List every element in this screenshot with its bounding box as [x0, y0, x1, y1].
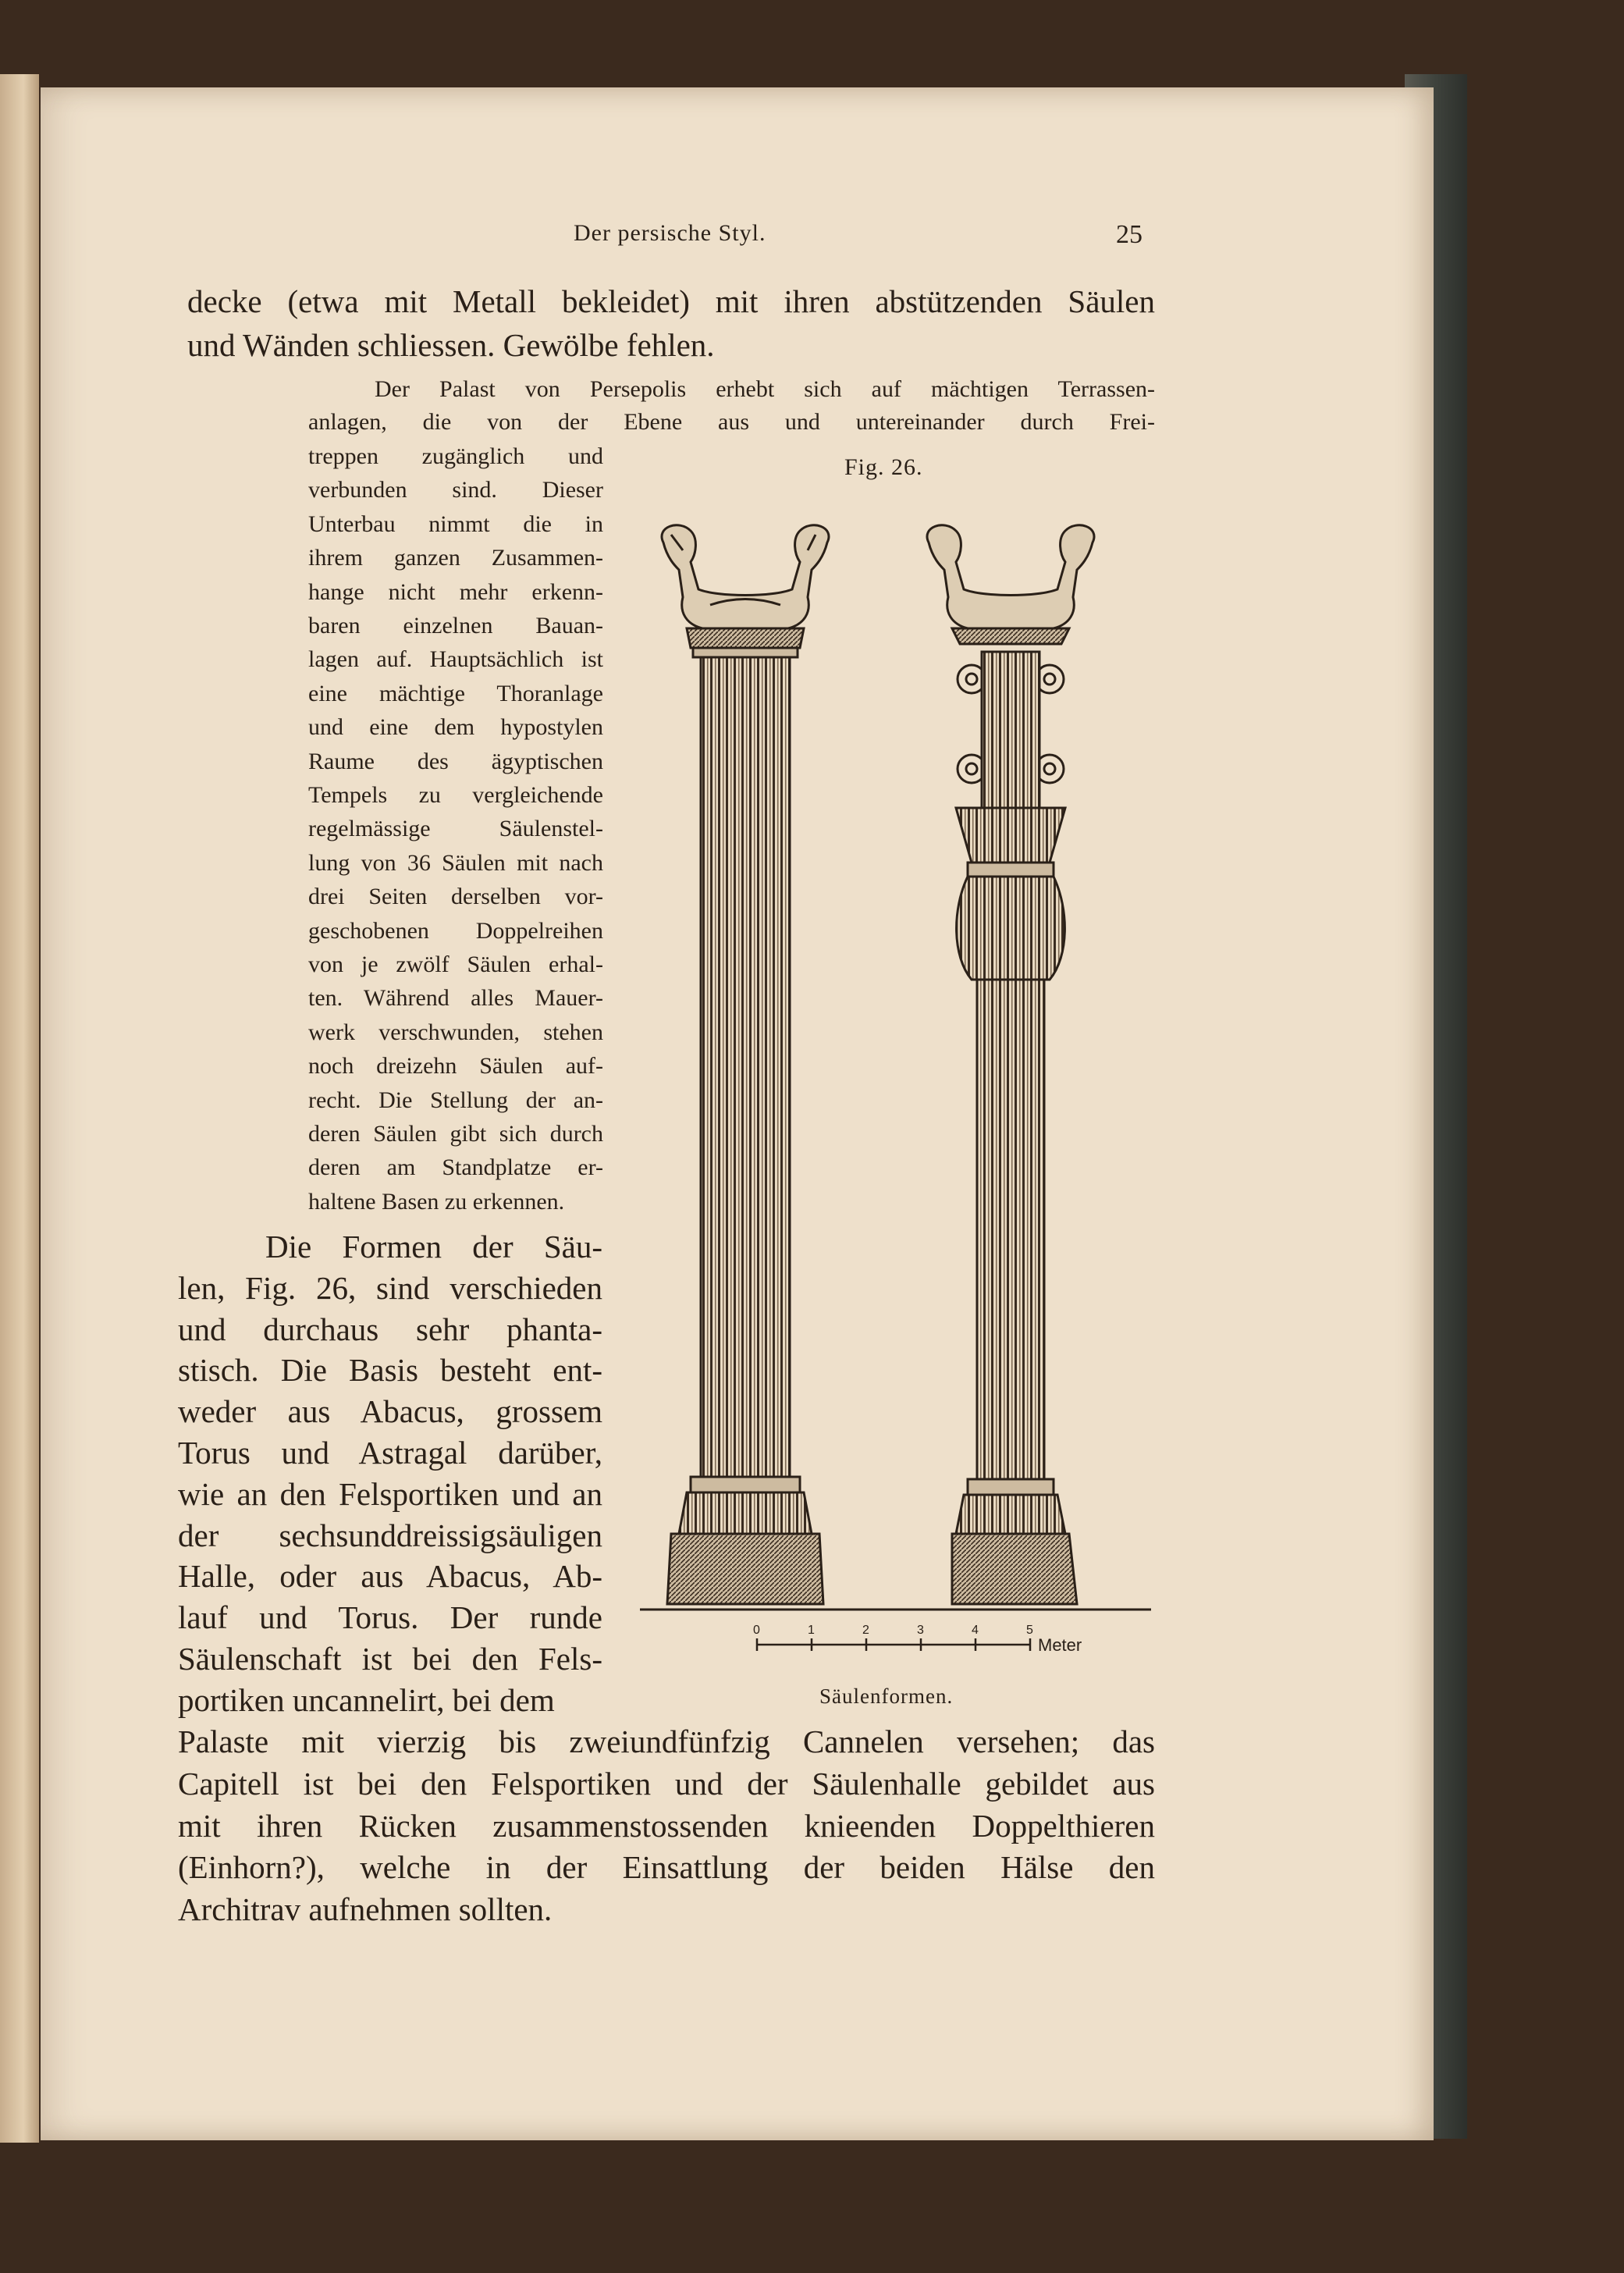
scale-unit: Meter	[1038, 1635, 1082, 1655]
right-column	[927, 525, 1094, 1604]
small-text-line: verbunden sind. Dieser	[308, 477, 603, 503]
text-line: Capitell ist bei den Felsportiken und der Säulenhalle gebildet aus	[178, 1765, 1155, 1802]
small-text-line: Unterbau nimmt die in	[308, 510, 603, 537]
text-line: stisch. Die Basis besteht ent-	[178, 1352, 602, 1389]
small-text-line: werk verschwunden, stehen	[308, 1019, 603, 1045]
small-text-line: Der Palast von Persepolis erhebt sich auf mächtigen Terrassen-	[375, 376, 1155, 402]
small-text-line: lagen auf. Hauptsächlich ist	[308, 646, 603, 673]
page-number: 25	[1116, 220, 1142, 249]
small-text-line: deren Säulen gibt sich durch	[308, 1121, 603, 1147]
small-text-line: Tempels zu vergleichende	[308, 782, 603, 808]
text-line: Architrav aufnehmen sollten.	[178, 1891, 553, 1927]
small-text-line: drei Seiten derselben vor-	[308, 884, 603, 910]
figure-label: Fig. 26.	[844, 454, 923, 480]
running-head: Der persische Styl.	[574, 220, 766, 246]
text-line: weder aus Abacus, grossem	[178, 1393, 602, 1430]
left-capital	[662, 525, 829, 648]
small-text-line: regelmässige Säulenstel-	[308, 816, 603, 842]
right-base	[952, 1479, 1077, 1604]
small-text-line: recht. Die Stellung der an-	[308, 1087, 603, 1113]
column-illustration	[624, 519, 1171, 1667]
text-line: decke (etwa mit Metall bekleidet) mit ihren abstützenden Säulen	[187, 283, 1155, 319]
small-text-line: geschobenen Doppelreihen	[308, 917, 603, 944]
scale-tick-label: 4	[972, 1624, 979, 1637]
scale-bar	[753, 1624, 1033, 1651]
small-text-line: baren einzelnen Bauan-	[308, 613, 603, 639]
text-line: Die Formen der Säu-	[265, 1229, 602, 1265]
scale-tick-label: 3	[917, 1624, 924, 1637]
scale-tick-label: 5	[1026, 1624, 1033, 1637]
small-text-line: anlagen, die von der Ebene aus und untereinander durch Frei-	[308, 409, 1155, 435]
small-text-line: ten. Während alles Mauer-	[308, 985, 603, 1012]
left-column	[662, 525, 829, 1604]
scale-tick-label: 2	[862, 1624, 869, 1637]
small-text-line: deren am Standplatze er-	[308, 1154, 603, 1181]
right-shaft	[977, 980, 1044, 1479]
small-text-line: treppen zugänglich und	[308, 443, 603, 469]
small-text-line: noch dreizehn Säulen auf-	[308, 1053, 603, 1080]
small-text-line: lung von 36 Säulen mit nach	[308, 849, 603, 876]
right-bell	[956, 808, 1065, 863]
small-text-line: Raume des ägyptischen	[308, 748, 603, 774]
small-text-line: von je zwölf Säulen erhal-	[308, 952, 603, 977]
text-line: portiken uncannelirt, bei dem	[178, 1681, 555, 1718]
text-line: (Einhorn?), welche in der Einsattlung der beiden Hälse den	[178, 1849, 1155, 1886]
small-text-line: haltene Basen zu erkennen.	[308, 1188, 565, 1215]
text-line: lauf und Torus. Der runde	[178, 1599, 602, 1636]
left-base	[667, 1477, 823, 1604]
text-line: Palaste mit vierzig bis zweiundfünfzig Cannelen versehen; das	[178, 1723, 1155, 1759]
text-line: und durchaus sehr phanta-	[178, 1311, 602, 1347]
text-line: Torus und Astragal darüber,	[178, 1435, 602, 1471]
text-line: der sechsunddreissigsäuligen	[178, 1517, 602, 1553]
left-shaft	[701, 657, 790, 1477]
text-line: len, Fig. 26, sind verschieden	[178, 1269, 602, 1306]
left-page-edge	[0, 74, 39, 2143]
figure-caption: Säulenformen.	[819, 1684, 954, 1708]
scale-tick-label: 1	[808, 1624, 815, 1637]
text-line: wie an den Felsportiken und an	[178, 1475, 602, 1512]
small-text-line: und eine dem hypostylen	[308, 714, 603, 741]
right-capital	[927, 525, 1094, 644]
right-upper-block	[982, 652, 1039, 808]
small-text-line: ihrem ganzen Zusammen-	[308, 545, 603, 571]
scale-tick-label: 0	[753, 1624, 760, 1637]
text-line: und Wänden schliessen. Gewölbe fehlen.	[187, 327, 715, 363]
right-inverted-bell	[957, 877, 1065, 980]
left-necking	[693, 648, 798, 657]
text-line: mit ihren Rücken zusammenstossenden knieenden Doppelthieren	[178, 1807, 1155, 1844]
small-text-line: eine mächtige Thoranlage	[308, 680, 603, 706]
text-line: Halle, oder aus Abacus, Ab-	[178, 1558, 602, 1595]
small-text-line: hange nicht mehr erkenn-	[308, 578, 603, 605]
text-line: Säulenschaft ist bei den Fels-	[178, 1641, 602, 1677]
